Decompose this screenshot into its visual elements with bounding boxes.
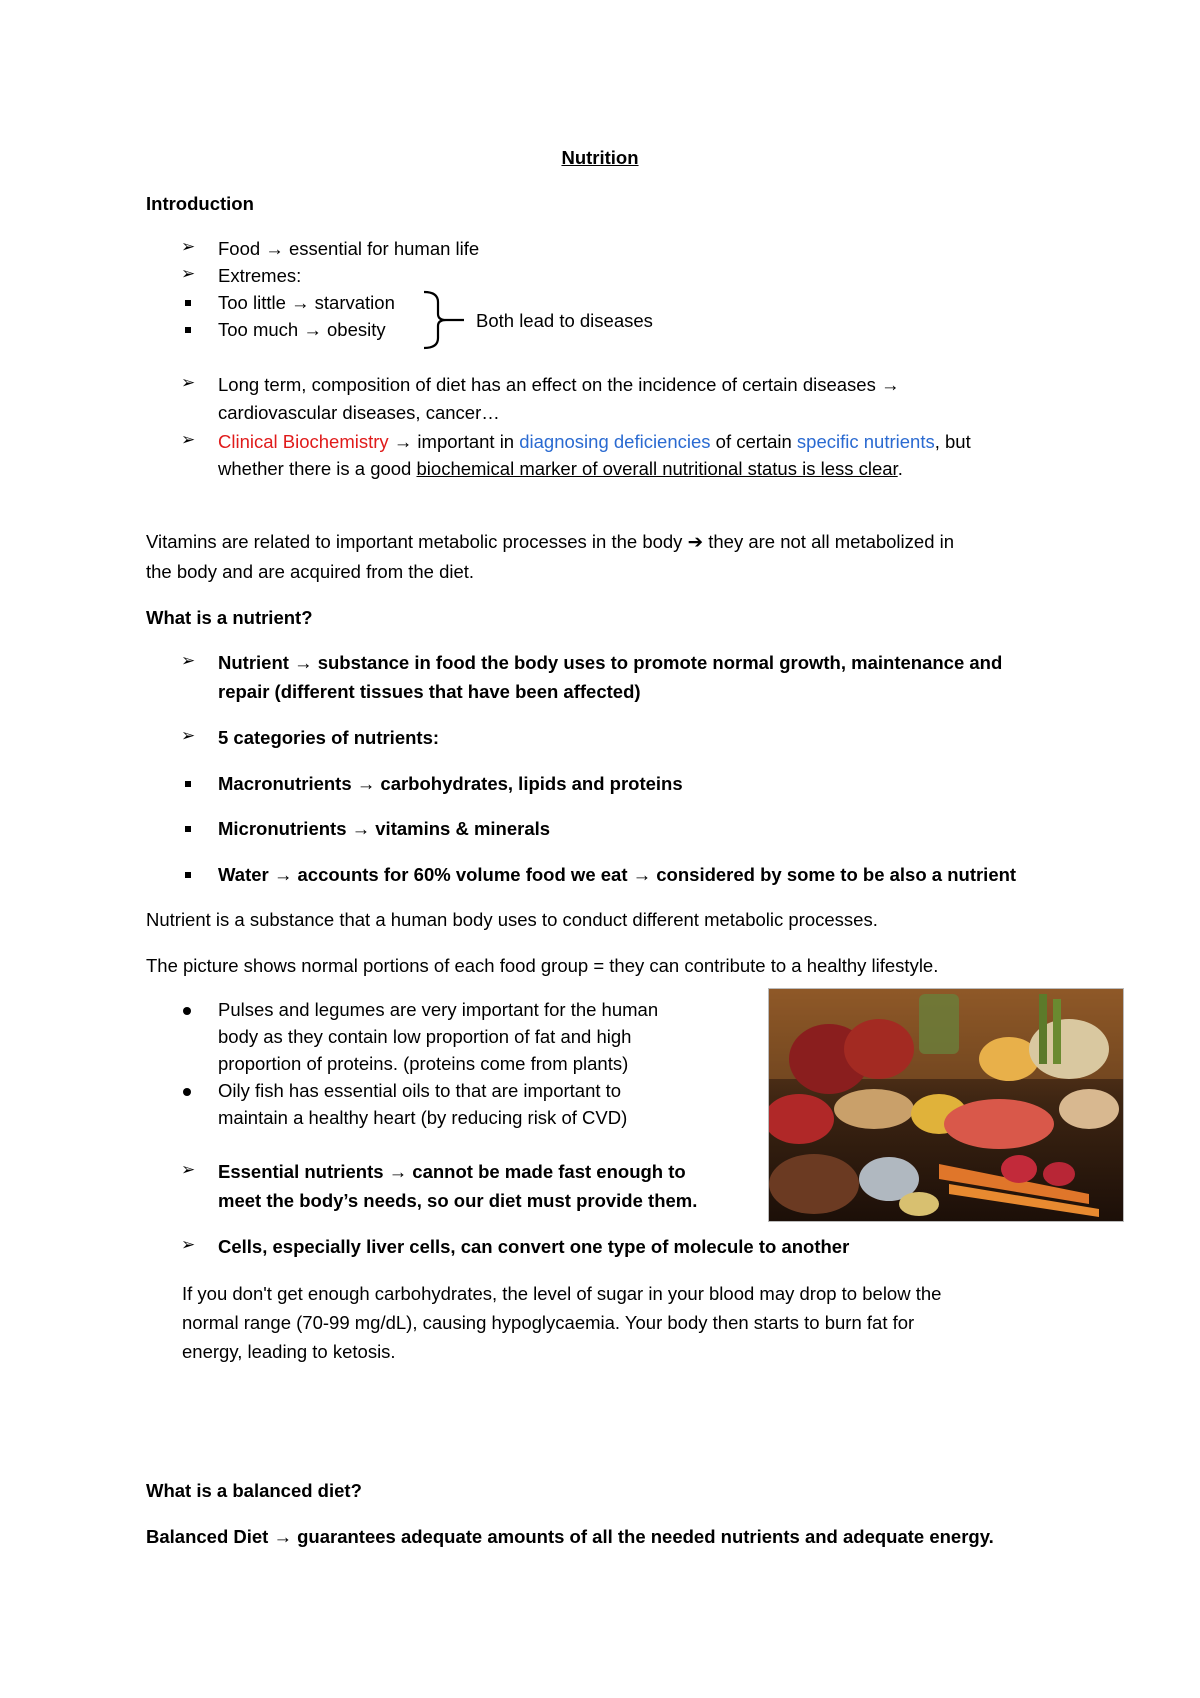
nutrient-definition-line2: repair (different tissues that have been affected) (218, 681, 641, 702)
intro-bullet-extremes: Extremes: (218, 265, 302, 286)
carbohydrates-paragraph-line1: If you don't get enough carbohydrates, the level of sugar in your blood may drop to below the (182, 1283, 942, 1304)
nutrient-definition-line1: Nutrient → substance in food the body uses to promote normal growth, maintenance and (218, 652, 1003, 673)
pulses-line2: body as they contain low proportion of fat and high (218, 1026, 632, 1047)
round-bullet-icon (183, 1007, 191, 1015)
carbohydrates-paragraph-line2: normal range (70-99 mg/dL), causing hypoglycaemia. Your body then starts to burn fat for (182, 1312, 915, 1333)
arrowhead-bullet-icon: ➢ (181, 264, 196, 283)
square-bullet-icon (185, 300, 191, 306)
diagnosing-deficiencies-term: diagnosing deficiencies (519, 431, 711, 452)
arrowhead-bullet-icon: ➢ (181, 726, 196, 745)
pulses-line1: Pulses and legumes are very important for the human (218, 999, 659, 1020)
water-item: Water → accounts for 60% volume food we eat → considered by some to be also a nutrient (218, 864, 1017, 885)
carbohydrates-paragraph-line3: energy, leading to ketosis. (182, 1341, 396, 1362)
arrowhead-bullet-icon: ➢ (181, 373, 196, 392)
intro-sub-too-much: Too much → obesity (218, 319, 386, 340)
introduction-heading: Introduction (146, 193, 254, 214)
oily-fish-line2: maintain a healthy heart (by reducing risk of CVD) (218, 1107, 628, 1128)
clinical-biochemistry-term: Clinical Biochemistry (218, 431, 389, 452)
intro-sub-too-little: Too little → starvation (218, 292, 395, 313)
page-title: Nutrition (561, 147, 639, 168)
essential-nutrients-line1: Essential nutrients → cannot be made fast enough to (218, 1161, 686, 1182)
intro-bullet-clinical-line2: whether there is a good biochemical marker of overall nutritional status is less clear. (218, 458, 903, 479)
right-arrow-icon: ➔ (687, 531, 704, 552)
balanced-diet-heading: What is a balanced diet? (146, 1480, 362, 1501)
biochemical-marker-underlined: biochemical marker of overall nutritional status is less clear (416, 458, 898, 479)
balanced-diet-definition: Balanced Diet → guarantees adequate amounts of all the needed nutrients and adequate energy. (146, 1526, 994, 1547)
square-bullet-icon (185, 826, 191, 832)
intro-bullet-long-term-line2: cardiovascular diseases, cancer… (218, 402, 500, 423)
arrowhead-bullet-icon: ➢ (181, 237, 196, 256)
nutrient-summary-paragraph: Nutrient is a substance that a human body uses to conduct different metabolic processes. (146, 909, 878, 930)
arrowhead-bullet-icon: ➢ (181, 430, 196, 449)
arrowhead-bullet-icon: ➢ (181, 1235, 196, 1254)
nutrient-heading: What is a nutrient? (146, 607, 313, 628)
specific-nutrients-term: specific nutrients (796, 431, 935, 452)
square-bullet-icon (185, 327, 191, 333)
food-groups-photo (768, 988, 1124, 1222)
intro-bullet-food: Food → essential for human life (218, 238, 480, 259)
picture-caption-paragraph: The picture shows normal portions of each food group = they can contribute to a healthy lifestyle. (146, 955, 939, 976)
vitamins-paragraph-line1: Vitamins are related to important metabolic processes in the body ➔ they are not all metabolized in (146, 531, 955, 552)
micronutrients-item: Micronutrients → vitamins & minerals (218, 818, 551, 839)
square-bullet-icon (185, 872, 191, 878)
arrowhead-bullet-icon: ➢ (181, 1160, 196, 1179)
curly-brace-icon (422, 290, 466, 350)
oily-fish-line1: Oily fish has essential oils to that are important to (218, 1080, 622, 1101)
arrowhead-bullet-icon: ➢ (181, 651, 196, 670)
intro-bullet-clinical-line1: Clinical Biochemistry → important in diagnosing deficiencies of certain specific nutrients, but (218, 431, 971, 452)
square-bullet-icon (185, 781, 191, 787)
brace-note: Both lead to diseases (476, 310, 653, 331)
round-bullet-icon (183, 1088, 191, 1096)
essential-nutrients-line2: meet the body’s needs, so our diet must provide them. (218, 1190, 698, 1211)
vitamins-paragraph-line2: the body and are acquired from the diet. (146, 561, 475, 582)
intro-bullet-long-term-line1: Long term, composition of diet has an effect on the incidence of certain diseases → (218, 374, 900, 395)
macronutrients-item: Macronutrients → carbohydrates, lipids and proteins (218, 773, 683, 794)
nutrient-categories: 5 categories of nutrients: (218, 727, 440, 748)
pulses-line3: proportion of proteins. (proteins come from plants) (218, 1053, 629, 1074)
cells-conversion-item: Cells, especially liver cells, can convert one type of molecule to another (218, 1236, 850, 1257)
